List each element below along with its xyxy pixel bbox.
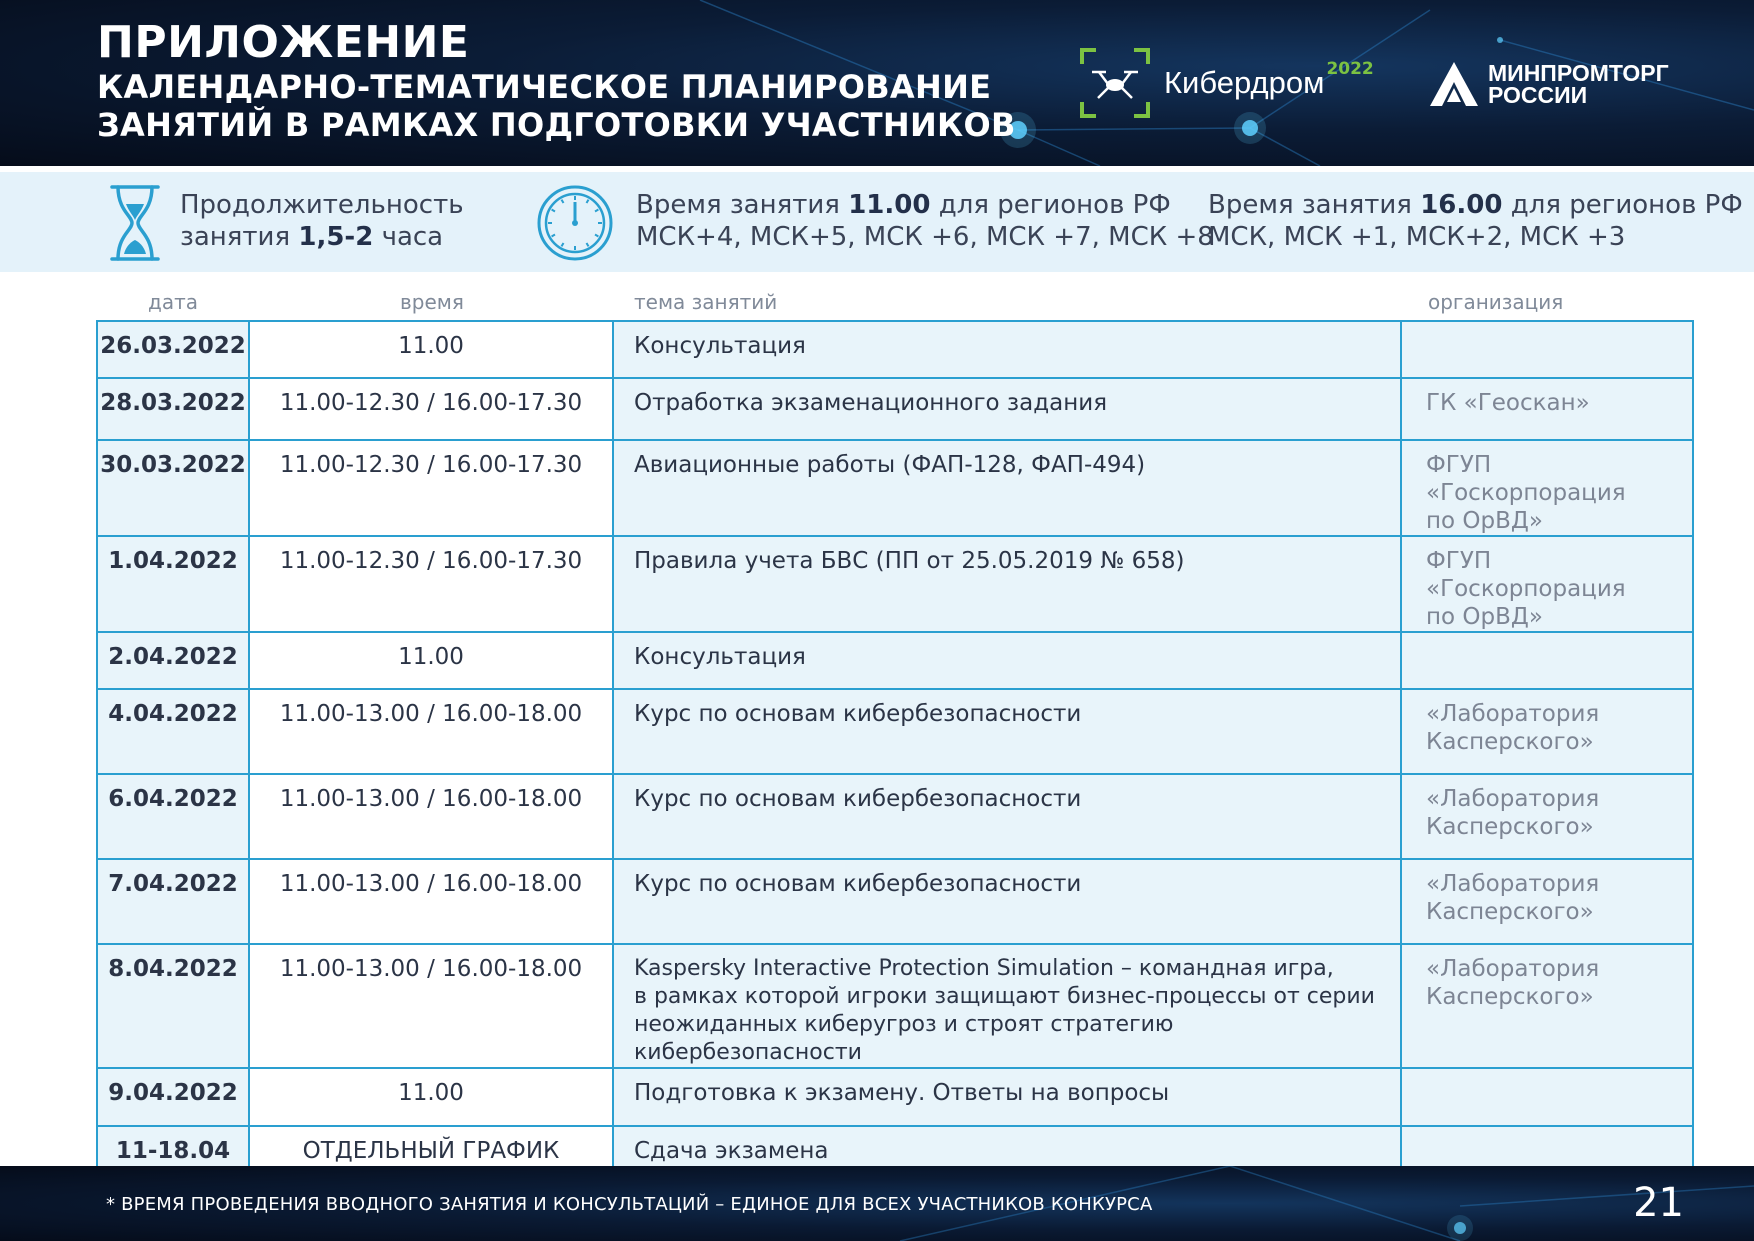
time-11-value: 11.00 (848, 190, 931, 220)
cell-org: ФГУП «Госкорпорация по ОрВД» (1401, 536, 1693, 632)
minpromtorg-name (1488, 62, 1669, 106)
cell-time: 11.00-12.30 / 16.00-17.30 (249, 440, 613, 536)
duration-line2: занятия 1,5-2 часа (180, 222, 444, 252)
cell-topic: Отработка экзаменационного задания (613, 378, 1401, 440)
duration-label: Продолжительность (180, 190, 464, 220)
cell-topic: Подготовка к экзамену. Ответы на вопросы (613, 1068, 1401, 1126)
cell-time: 11.00-13.00 / 16.00-18.00 (249, 944, 613, 1068)
table-row (97, 440, 1693, 536)
time-11-text (636, 189, 1214, 253)
cell-date: 28.03.2022 (97, 378, 249, 440)
cell-date: 26.03.2022 (97, 321, 249, 378)
duration-value: 1,5-2 (298, 222, 374, 252)
clock-icon (536, 184, 614, 262)
cell-org (1401, 321, 1693, 378)
duration-text (180, 189, 464, 253)
cell-date: 6.04.2022 (97, 774, 249, 859)
cell-org (1401, 1068, 1693, 1126)
table-row (97, 859, 1693, 944)
time-16-line1: Время занятия 16.00 для регионов РФ (1208, 190, 1743, 220)
time-16-value: 16.00 (1420, 190, 1503, 220)
cell-time: 11.00-13.00 / 16.00-18.00 (249, 689, 613, 774)
cell-topic: Курс по основам кибербезопасности (613, 689, 1401, 774)
cell-org: «Лаборатория Касперского» (1401, 944, 1693, 1068)
cell-org: «Лаборатория Касперского» (1401, 859, 1693, 944)
cell-date: 7.04.2022 (97, 859, 249, 944)
cell-time: 11.00 (249, 321, 613, 378)
drone-icon (1080, 48, 1150, 118)
minpromtorg-emblem-icon (1430, 62, 1478, 106)
cell-time: ОТДЕЛЬНЫЙ ГРАФИК (249, 1126, 613, 1181)
table-row (97, 1068, 1693, 1126)
cell-date: 30.03.2022 (97, 440, 249, 536)
cell-topic: Kaspersky Interactive Protection Simulation – командная игра, в рамках которой игроки защищают бизнес-процессы от серии неожиданных киберугроз и строят стратегию кибербезопасности (613, 944, 1401, 1068)
table-row (97, 774, 1693, 859)
cell-org: ФГУП «Госкорпорация по ОрВД» (1401, 440, 1693, 536)
page-footer (0, 1166, 1754, 1241)
time-11-line1: Время занятия 11.00 для регионов РФ (636, 190, 1171, 220)
cell-time: 11.00-12.30 / 16.00-17.30 (249, 378, 613, 440)
page-title: ПРИЛОЖЕНИЕ (97, 17, 470, 68)
column-header-time: время (400, 290, 464, 314)
hourglass-icon (108, 184, 162, 262)
cell-time: 11.00-13.00 / 16.00-18.00 (249, 859, 613, 944)
cell-date: 8.04.2022 (97, 944, 249, 1068)
column-header-topic: тема занятий (634, 290, 778, 314)
page-header (0, 0, 1754, 166)
footer-note: * ВРЕМЯ ПРОВЕДЕНИЯ ВВОДНОГО ЗАНЯТИЯ И КОНСУЛЬТАЦИЙ – ЕДИНОЕ ДЛЯ ВСЕХ УЧАСТНИКОВ КОНКУРСА (106, 1194, 1153, 1215)
cell-org: «Лаборатория Касперского» (1401, 774, 1693, 859)
kiberdrom-name: Кибердром (1164, 65, 1325, 100)
minpromtorg-line1: МИНПРОМТОРГ (1488, 60, 1669, 86)
table-row (97, 536, 1693, 632)
cell-topic: Консультация (613, 321, 1401, 378)
cell-date: 1.04.2022 (97, 536, 249, 632)
cell-time: 11.00-12.30 / 16.00-17.30 (249, 536, 613, 632)
time-11-regions: МСК+4, МСК+5, МСК +6, МСК +7, МСК +8 (636, 222, 1214, 252)
cell-org: ГК «Геоскан» (1401, 378, 1693, 440)
cell-time: 11.00 (249, 632, 613, 689)
cell-topic: Авиационные работы (ФАП-128, ФАП-494) (613, 440, 1401, 536)
table-row (97, 321, 1693, 378)
cell-org (1401, 632, 1693, 689)
page-subtitle-line1: КАЛЕНДАРНО-ТЕМАТИЧЕСКОЕ ПЛАНИРОВАНИЕ (97, 68, 992, 106)
cell-date: 4.04.2022 (97, 689, 249, 774)
table-row (97, 378, 1693, 440)
table-row (97, 689, 1693, 774)
cell-topic: Курс по основам кибербезопасности (613, 774, 1401, 859)
info-band (0, 172, 1754, 272)
time-16-text (1208, 189, 1743, 253)
kiberdrom-logo (1080, 48, 1374, 118)
cell-topic: Правила учета БВС (ПП от 25.05.2019 № 658) (613, 536, 1401, 632)
column-header-org: организация (1428, 290, 1564, 314)
cell-date: 11-18.04 (97, 1126, 249, 1181)
cell-org: «Лаборатория Касперского» (1401, 689, 1693, 774)
kiberdrom-year: 2022 (1326, 59, 1374, 79)
schedule-table (96, 320, 1694, 1182)
minpromtorg-logo (1430, 62, 1669, 106)
cell-date: 2.04.2022 (97, 632, 249, 689)
column-header-date: дата (148, 290, 198, 314)
cell-topic: Консультация (613, 632, 1401, 689)
cell-topic: Курс по основам кибербезопасности (613, 859, 1401, 944)
cell-time: 11.00 (249, 1068, 613, 1126)
table-row (97, 632, 1693, 689)
minpromtorg-line2: РОССИИ (1488, 82, 1588, 108)
time-16-regions: МСК, МСК +1, МСК+2, МСК +3 (1208, 222, 1626, 252)
cell-time: 11.00-13.00 / 16.00-18.00 (249, 774, 613, 859)
header-title-block (97, 18, 1016, 144)
page-subtitle-line2: ЗАНЯТИЙ В РАМКАХ ПОДГОТОВКИ УЧАСТНИКОВ (97, 106, 1016, 144)
table-row (97, 944, 1693, 1068)
cell-topic: Сдача экзамена (613, 1126, 1401, 1181)
page-number: 21 (1633, 1180, 1684, 1226)
cell-date: 9.04.2022 (97, 1068, 249, 1126)
